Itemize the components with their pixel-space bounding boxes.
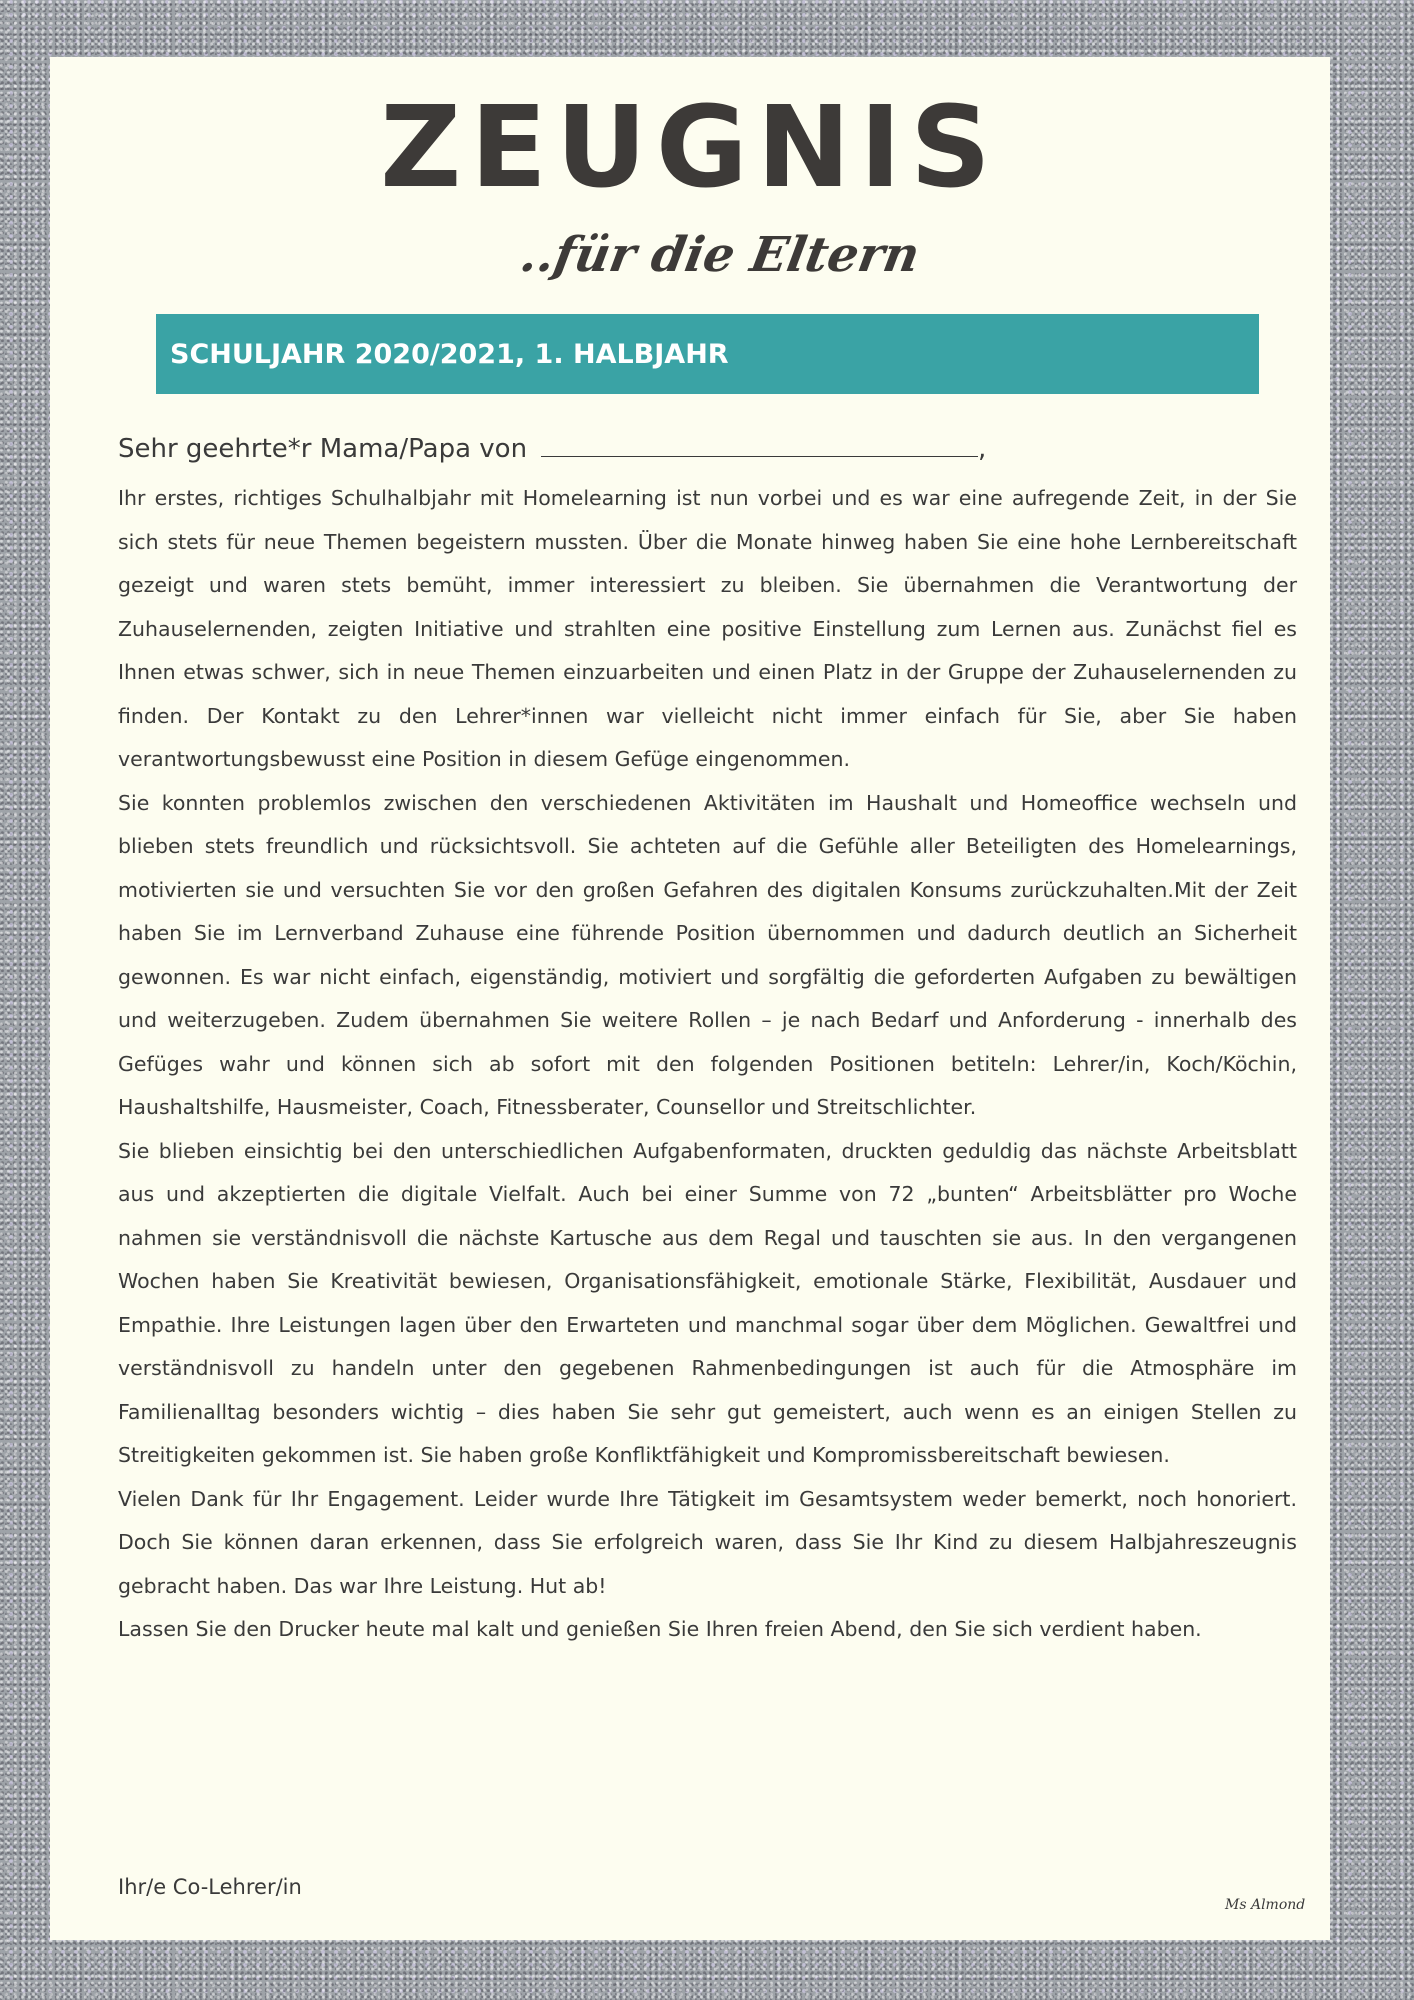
body-paragraph: Sie blieben einsichtig bei den unterschiedlichen Aufgabenformaten, druckten geduldig das nächste Arbeitsblatt aus und akzeptierten die digitale Vielfalt. Auch bei einer Summe von 72 „bunten“ Arbeitsblätter pro Woche nahmen sie verständnisvoll die nächste Kartusche aus dem Regal und tauschten sie aus. In den vergangenen Wochen haben Sie Kreativität bewiesen, Organisationsfähigkeit, emotionale Stärke, Flexibilität, Ausdauer und Empathie. Ihre Leistungen lagen über den Erwarteten und manchmal sogar über dem Möglichen. Gewaltfrei und verständnisvoll zu handeln unter den gegebenen Rahmenbedingungen ist auch für die Atmosphäre im Familienalltag besonders wichtig – dies haben Sie sehr gut gemeistert, auch wenn es an einigen Stellen zu Streitigkeiten gekommen ist. Sie haben große Konfliktfähigkeit und Kompromissbereitschaft bewiesen.	[118, 1138, 1297, 1467]
school-year-label: SCHULJAHR 2020/2021, 1. HALBJAHR	[170, 338, 729, 370]
closing-line: Ihr/e Co-Lehrer/in	[118, 1875, 302, 1899]
body-paragraph: Sie konnten problemlos zwischen den verschiedenen Aktivitäten im Haushalt und Homeoffice wechseln und blieben stets freundlich und rücksichtsvoll. Sie achteten auf die Gefühle aller Beteiligten des Homelearnings, motivierten sie und versuchten Sie vor den großen Gefahren des digitalen Konsums zurückzuhalten.Mit der Zeit haben Sie im Lernverband Zuhause eine führende Position übernommen und dadurch deutlich an Sicherheit gewonnen. Es war nicht einfach, eigenständig, motiviert und sorgfältig die geforderten Aufgaben zu bewältigen und weiterzugeben. Zudem übernahmen Sie weitere Rollen – je nach Bedarf und Anforderung - innerhalb des Gefüges wahr und können sich ab sofort mit den folgenden Positionen betiteln: Lehrer/in, Koch/Köchin, Haushaltshilfe, Hausmeister, Coach, Fitnessberater, Counsellor und Streitschlichter.	[118, 790, 1297, 1119]
body-paragraph: Vielen Dank für Ihr Engagement. Leider wurde Ihre Tätigkeit im Gesamtsystem weder bemerkt, noch honoriert. Doch Sie können daran erkennen, dass Sie erfolgreich waren, dass Sie Ihr Kind zu diesem Halbjahreszeugnis gebracht haben. Das war Ihre Leistung. Hut ab!	[118, 1486, 1297, 1598]
school-year-banner	[156, 314, 1259, 394]
salutation-text: Sehr geehrte*r Mama/Papa von	[118, 434, 528, 464]
author-signature: Ms Almond	[1225, 1897, 1306, 1913]
body-paragraph: Lassen Sie den Drucker heute mal kalt und genießen Sie Ihren freien Abend, den Sie sich verdient haben.	[118, 1617, 1202, 1641]
letter-body	[118, 477, 1297, 1652]
certificate-title: ZEUGNIS	[380, 83, 1000, 213]
salutation-line	[118, 430, 986, 464]
certificate-subtitle: ..für die Eltern	[516, 227, 924, 283]
child-name-blank	[541, 430, 978, 457]
body-paragraph: Ihr erstes, richtiges Schulhalbjahr mit Homelearning ist nun vorbei und es war eine aufregende Zeit, in der Sie sich stets für neue Themen begeistern mussten. Über die Monate hinweg haben Sie eine hohe Lernbereitschaft gezeigt und waren stets bemüht, immer interessiert zu bleiben. Sie übernahmen die Verantwortung der Zuhauselernenden, zeigten Initiative und strahlten eine positive Einstellung zum Lernen aus. Zunächst fiel es Ihnen etwas schwer, sich in neue Themen einzuarbeiten und einen Platz in der Gruppe der Zuhauselernenden zu finden. Der Kontakt zu den Lehrer*innen war vielleicht nicht immer einfach für Sie, aber Sie haben verantwortungsbewusst eine Position in diesem Gefüge eingenommen.	[118, 486, 1297, 771]
certificate-paper	[50, 57, 1330, 1940]
salutation-comma: ,	[978, 434, 987, 464]
